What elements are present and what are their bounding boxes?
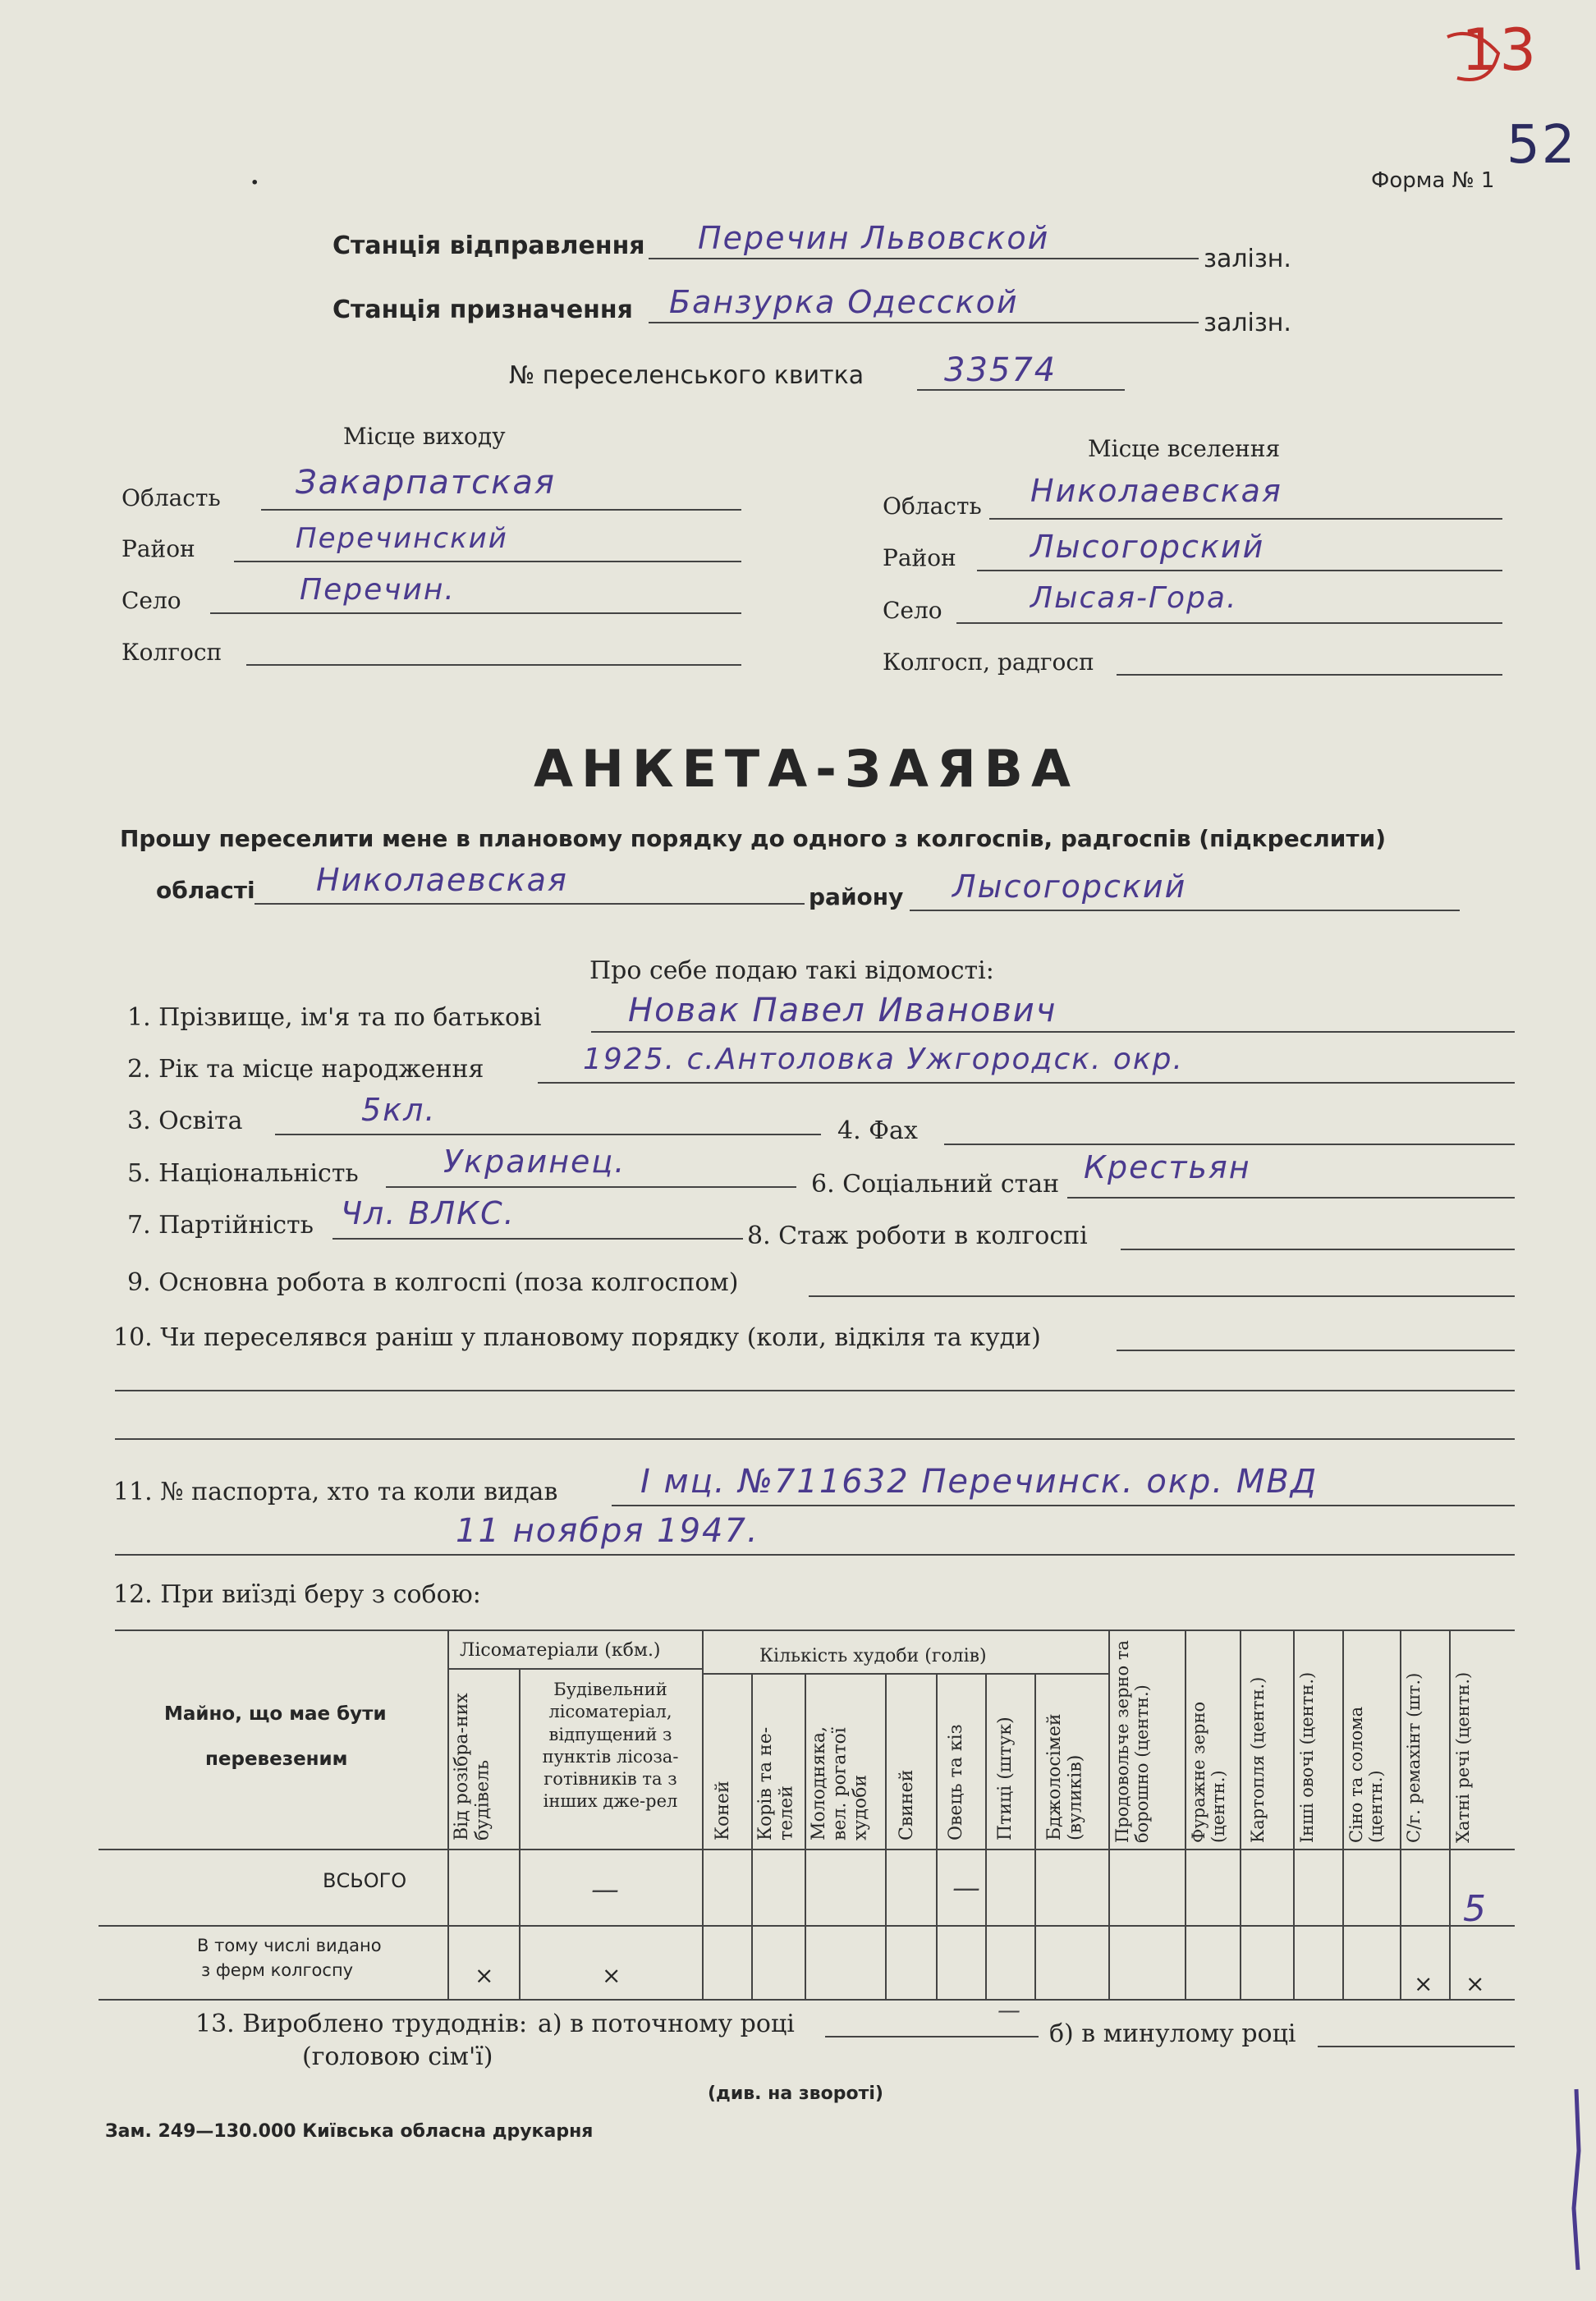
col-poultry: Птиці (штук): [995, 1717, 1016, 1840]
table-top-border: [115, 1629, 1515, 1631]
col-divider: [1240, 1629, 1241, 1999]
settlement-region-line: [989, 518, 1502, 520]
settlement-village-line: [956, 622, 1502, 624]
field-10-line-3: [115, 1438, 1515, 1440]
request-district-line: [910, 910, 1460, 911]
workdays-last-line: [1318, 2046, 1515, 2047]
settlement-heading: Місце вселення: [1088, 435, 1281, 462]
col-divider: [805, 1673, 806, 1999]
destination-label: Станція призначення: [332, 296, 633, 324]
origin-region-value: Закарпатская: [296, 464, 556, 502]
field-6-line: [1067, 1197, 1515, 1199]
col-dismantled: Від розібра-них будівель: [452, 1693, 493, 1840]
col-building-timber: Будівельний лісоматеріал, відпущений з пунктів лісоза-готівників та з інших дже-рел: [542, 1680, 679, 1812]
timber-group-divider: [447, 1668, 702, 1670]
request-district-value: Лысогорский: [952, 869, 1187, 905]
settlement-kolkhoz-line: [1117, 674, 1502, 676]
field-4-line: [944, 1144, 1515, 1145]
field-11-line: [612, 1505, 1515, 1506]
field-7-line: [332, 1238, 743, 1240]
col-divider: [519, 1668, 521, 1999]
field-3-label: 3. Освіта: [127, 1107, 243, 1135]
circled-number: 13: [1461, 16, 1539, 84]
field-2-value: 1925. с.Антоловка Ужгородск. окр.: [583, 1043, 1184, 1076]
field-6-label: 6. Соціальний стан: [811, 1170, 1060, 1199]
settlement-region-label: Область: [883, 493, 982, 520]
field-12-label: 12. При виїзді беру з собою:: [113, 1580, 481, 1609]
workdays-current-value: —: [998, 1996, 1022, 2024]
field-7-label: 7. Партійність: [127, 1211, 314, 1240]
settlement-village-label: Село: [883, 597, 942, 624]
property-header-1: Майно, що мае бути: [164, 1703, 387, 1725]
col-inventory: С/г. ремахінт (шт.): [1404, 1672, 1424, 1843]
field-1-label: 1. Прізвище, ім'я та по батькові: [127, 1003, 542, 1032]
col-divider: [1400, 1629, 1401, 1999]
col-divider: [702, 1629, 704, 1999]
margin-mark-icon: [1564, 2085, 1589, 2274]
total-household: 5: [1463, 1888, 1488, 1930]
livestock-group-divider: [702, 1673, 1108, 1675]
col-divider: [1342, 1629, 1344, 1999]
field-11-value-1: I мц. №711632 Перечинск. окр. МВД: [640, 1463, 1319, 1501]
field-5-value: Украинец.: [443, 1144, 626, 1180]
field-9-label: 9. Основна робота в колгоспі (поза колгоспом): [127, 1268, 739, 1297]
see-reverse: (див. на звороті): [708, 2083, 883, 2104]
settlement-village-value: Лысая-Гора.: [1030, 581, 1238, 615]
origin-village-line: [210, 612, 741, 614]
info-intro: Про себе подаю такі відомості:: [589, 956, 994, 985]
col-cows: Корів та не-телей: [755, 1726, 797, 1840]
col-sheep: Овець та кіз: [946, 1724, 966, 1840]
col-divider: [1449, 1629, 1451, 1999]
total-poultry: —: [952, 1872, 982, 1905]
settlement-kolkhoz-label: Колгосп, радгосп: [883, 649, 1094, 676]
timber-group-header: Лісоматеріали (кбм.): [460, 1640, 661, 1661]
workdays-current-label: а) в поточному році: [538, 2010, 795, 2038]
origin-district-value: Перечинский: [296, 522, 508, 555]
workdays-current-line: [825, 2036, 1039, 2037]
origin-region-label: Область: [122, 484, 221, 511]
col-divider: [1108, 1629, 1110, 1999]
ticket-value: 33574: [944, 351, 1057, 389]
cross-mark: ×: [1414, 1970, 1433, 1997]
field-3-value: 5кл.: [361, 1092, 437, 1128]
request-region-value: Николаевская: [316, 862, 568, 898]
origin-heading: Місце виходу: [343, 423, 506, 450]
col-divider: [447, 1629, 449, 1999]
col-divider: [1293, 1629, 1295, 1999]
col-divider: [936, 1673, 938, 1999]
col-household: Хатні речі (центн.): [1453, 1671, 1473, 1843]
field-10-line: [1117, 1350, 1515, 1351]
departure-line: [649, 258, 1199, 259]
settlement-district-label: Район: [883, 544, 956, 571]
col-food-grain: Продовольче зерно та борошно (центн.): [1112, 1640, 1153, 1843]
field-6-value: Крестьян: [1084, 1149, 1251, 1185]
field-2-line: [538, 1082, 1515, 1084]
circle-mark-icon: [1441, 29, 1507, 90]
ticket-line: [917, 389, 1125, 391]
col-bees: Бджолосімей (вуликів): [1044, 1713, 1086, 1840]
cross-mark: ×: [602, 1962, 621, 1989]
form-title: АНКЕТА-ЗАЯВА: [534, 739, 1079, 799]
total-row-border: [99, 1925, 1515, 1927]
field-11-label: 11. № паспорта, хто та коли видав: [113, 1478, 558, 1506]
field-5-label: 5. Національність: [127, 1159, 359, 1188]
field-1-value: Новак Павел Иванович: [628, 992, 1057, 1029]
field-11-value-2: 11 ноября 1947.: [456, 1512, 759, 1550]
destination-value: Банзурка Одесской: [669, 284, 1019, 320]
property-header-2: перевезеним: [205, 1749, 348, 1770]
col-potatoes: Картопля (центн.): [1248, 1676, 1268, 1843]
field-11-line-2: [115, 1554, 1515, 1556]
col-young: Молодняка, вел. рогатої худоби: [809, 1726, 871, 1840]
origin-district-label: Район: [122, 535, 195, 562]
request-region-line: [255, 903, 805, 905]
departure-suffix: залізн.: [1204, 245, 1291, 273]
field-3-line: [275, 1134, 821, 1135]
field-4-label: 4. Фах: [837, 1116, 918, 1145]
field-9-line: [809, 1295, 1515, 1297]
origin-village-label: Село: [122, 587, 181, 614]
field-7-value: Чл. ВЛКС.: [341, 1195, 516, 1231]
field-10-line-2: [115, 1390, 1515, 1391]
form-number: Форма № 1: [1371, 168, 1495, 193]
col-divider: [885, 1673, 887, 1999]
tick-mark: ·: [250, 168, 259, 197]
col-divider: [1034, 1673, 1036, 1999]
col-divider: [985, 1673, 987, 1999]
printer-info: Зам. 249—130.000 Київська обласна друкарня: [105, 2121, 594, 2142]
row-farm-label-2: з ферм колгоспу: [201, 1960, 354, 1980]
settlement-district-line: [977, 570, 1502, 571]
table-bottom-border: [99, 1999, 1515, 2001]
origin-kolkhoz-line: [246, 664, 741, 666]
cross-mark: ×: [1465, 1970, 1485, 1997]
row-total-label: ВСЬОГО: [323, 1869, 407, 1892]
total-building-timber: —: [591, 1873, 621, 1906]
origin-village-value: Перечин.: [300, 573, 456, 607]
workdays-last-label: б) в минулому році: [1049, 2019, 1296, 2048]
field-1-line: [591, 1031, 1515, 1033]
col-hay: Сіно та солома (центн.): [1346, 1706, 1387, 1843]
livestock-group-header: Кількість худоби (голів): [759, 1646, 987, 1666]
origin-kolkhoz-label: Колгосп: [122, 639, 222, 666]
departure-value: Перечин Львовской: [698, 220, 1050, 256]
row-farm-label-1: В тому числі видано: [197, 1936, 382, 1955]
settlement-district-value: Лысогорский: [1030, 529, 1265, 565]
col-vegetables: Інші овочі (центн.): [1297, 1671, 1317, 1843]
col-feed-grain: Фуражне зерно (центн.): [1189, 1701, 1229, 1843]
col-divider: [751, 1673, 753, 1999]
page-number: 52: [1507, 115, 1577, 176]
request-region-label: області: [156, 877, 255, 904]
cross-mark: ×: [475, 1962, 494, 1989]
request-district-label: району: [809, 883, 904, 910]
origin-region-line: [261, 509, 741, 511]
field-10-label: 10. Чи переселявся раніш у плановому порядку (коли, відкіля та куди): [113, 1323, 1041, 1352]
ticket-label: № переселенського квитка: [509, 361, 864, 390]
departure-label: Станція відправлення: [332, 231, 645, 260]
request-text: Прошу переселити мене в плановому порядку до одного з колгоспів, радгоспів (підкреслити): [120, 825, 1387, 852]
col-pigs: Свиней: [897, 1769, 917, 1840]
origin-district-line: [234, 561, 741, 562]
field-8-line: [1121, 1249, 1515, 1250]
header-bottom-border: [99, 1849, 1515, 1850]
col-horses: Коней: [713, 1781, 733, 1840]
workdays-sub-label: (головою сім'ї): [302, 2042, 493, 2071]
field-8-label: 8. Стаж роботи в колгоспі: [747, 1222, 1088, 1250]
destination-suffix: залізн.: [1204, 309, 1291, 337]
field-2-label: 2. Рік та місце народження: [127, 1055, 484, 1084]
destination-line: [649, 322, 1199, 323]
workdays-label: 13. Вироблено трудоднів:: [195, 2010, 528, 2038]
settlement-region-value: Николаевская: [1030, 473, 1282, 509]
field-5-line: [386, 1186, 796, 1188]
col-divider: [1185, 1629, 1186, 1999]
